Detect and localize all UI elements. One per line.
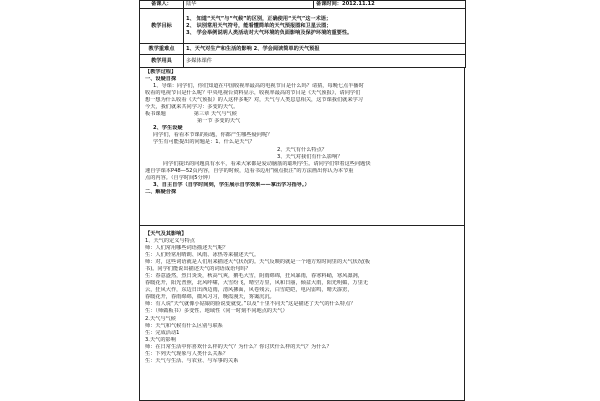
paragraph-line: 3、自主自学（自学时间到，学生展示自学效果——掌出学习指导。）: [153, 181, 310, 188]
lesson-plan-sheet: [139, 0, 465, 400]
header-table: [139, 0, 466, 68]
section-heading: 一、设疑自探: [145, 76, 177, 83]
student-line: 生：下列天气现象与人类什么关系？: [145, 350, 229, 357]
key-points-label: 教学重难点: [140, 44, 184, 55]
prep-date-label: 备课时间：: [316, 1, 342, 7]
tools-label: 教学用具: [140, 55, 184, 68]
subsection-title: 【天气及其影响】: [145, 231, 187, 237]
student-line: 生：人们经常用晴朗、风雨、冰热等来描述天气。: [145, 252, 260, 259]
teacher-line: 师：天气和气候有什么区别与联系: [145, 322, 223, 329]
preparer-label: 备课人：: [140, 1, 184, 9]
paragraph-line: 速自学课本P48—52页内容，自学的时候，边看书边用“圈点批注”的方法画出你认为本节重: [145, 167, 354, 174]
paragraph-line: 春暖花开，春雨绵绵，微风习习，晚霞漫天，雾霭沉沉。: [145, 294, 275, 301]
paragraph-line: 云，狂风大作，东边日出西边雨，清风拂面，风卷残云，白雪皑皑，电闪雷鸣，晴天霹雳，: [145, 287, 353, 294]
section-heading: 二、解疑合探: [145, 188, 177, 195]
paragraph-line: 想一想为什么收看《天气预报》的人这样多呢？对，天气与人类息息相关，这节课我们就来学习: [145, 97, 363, 104]
paragraph-line: 3.天气的影响: [145, 336, 176, 343]
prep-date: [314, 1, 466, 9]
board-label: 板书课题: [145, 111, 166, 118]
section-divider: [139, 225, 465, 226]
paragraph-line: 同学们提出的问题真有水平，看来大家都是爱动脑筋的聪明学生。请同学们带着这些问题快: [163, 160, 371, 167]
lesson-body-2: [145, 238, 461, 365]
lesson-body: [145, 69, 461, 196]
key-points-text: 1、天气对生产和生活的影响 2、学会阅读简单的天气预报: [184, 44, 466, 55]
paragraph-line: 同学们，看看本节课的标题，你都产生哪些疑问呢？: [153, 132, 273, 139]
objective-item: 3、 学会举例说明人类活动对大气环境的负面影响及保护环境的重要性。: [186, 29, 353, 36]
student-line: 生：完成活动1: [145, 329, 180, 336]
student-line: 生：（师做板书）多变性、地域性（同一时刻不同地点的天气）: [145, 308, 288, 315]
board-title-2: 第一节 多变的天气: [197, 118, 241, 125]
subsection-heading: 2、学生设疑: [153, 125, 183, 132]
paragraph-line: 收看的电视节目是什么呢？中央电视台资料显示，收视率最高的节目是《天气预报》，请同学们: [145, 90, 361, 97]
student-line: 生：天气与生活、与农业、与军事的关系: [145, 357, 239, 364]
paragraph-line: 点的内容。（自学时间5分钟）: [145, 174, 214, 181]
prep-date-value: 2012.11.12: [341, 1, 375, 7]
question-line: 3、天气对我们有什么影响？: [277, 153, 343, 160]
paragraph-line: 2.天气与气候: [145, 315, 176, 322]
question-line: 2、天气有什么特点？: [277, 146, 327, 153]
paragraph-line: 1、天气的定义与特点: [145, 238, 195, 244]
objective-item: 1、 知道“天气”与“气候”的区别，正确使用“天气”这一术语；: [186, 15, 332, 22]
teacher-line: 师：在日常生活中你喜欢什么样的天气？为什么？你讨厌什么样的天气？为什么？: [145, 343, 332, 350]
paragraph-line: 学生有可能提出的问题是：1、什么是天气？: [153, 139, 255, 146]
tools-text: 多媒体课件: [184, 55, 466, 68]
objectives-cell: [184, 9, 466, 44]
board-line: [145, 111, 461, 118]
process-title: 【教学过程】: [145, 69, 177, 75]
objective-item: 2、 识别常用天气符号，能看懂简单的天气预报图和卫星云图；: [186, 22, 332, 29]
board-title-1: 第三章 天气与气候: [193, 111, 237, 118]
paragraph-line: 今天，我们就来共同学习：多变的天气。: [145, 104, 239, 111]
student-line: 生：春意盎然，烈日炎炎，秋高气爽，鹅毛大雪，阴雨绵绵，狂风暴雨，春寒料峭，寒风凛冽，: [145, 273, 363, 280]
paragraph-line: 春暖花开，阳光普照，北风呼啸，大雪纷飞，晴空万里，风和日丽，倾盆大雨，阳光明媚，万里无: [145, 280, 369, 287]
paragraph-line: 书)。同学们能说出描述天气的词语成语句吗？: [145, 266, 251, 273]
objectives-label: 教学目标: [140, 9, 184, 44]
paragraph-line: 1、导课：同学们，你们知道在中国收视率最高的电视节目是什么吗？请猜，每晚七点半播时: [153, 83, 364, 90]
teacher-line: 师：对，这些词语就是人们用来描述大气状况的。天气反映的就是一个地方短时间里的大气状况(板: [145, 259, 371, 266]
preparer-name: 陆华: [184, 1, 314, 9]
teacher-line: 师：人们常用哪些词语描述天气呢？: [145, 245, 229, 252]
teacher-line: 师：有人说“天气就像小姑娘的脸说变就变。”以及“十里不同天”这是描述了天气的什么特点？: [145, 301, 356, 308]
